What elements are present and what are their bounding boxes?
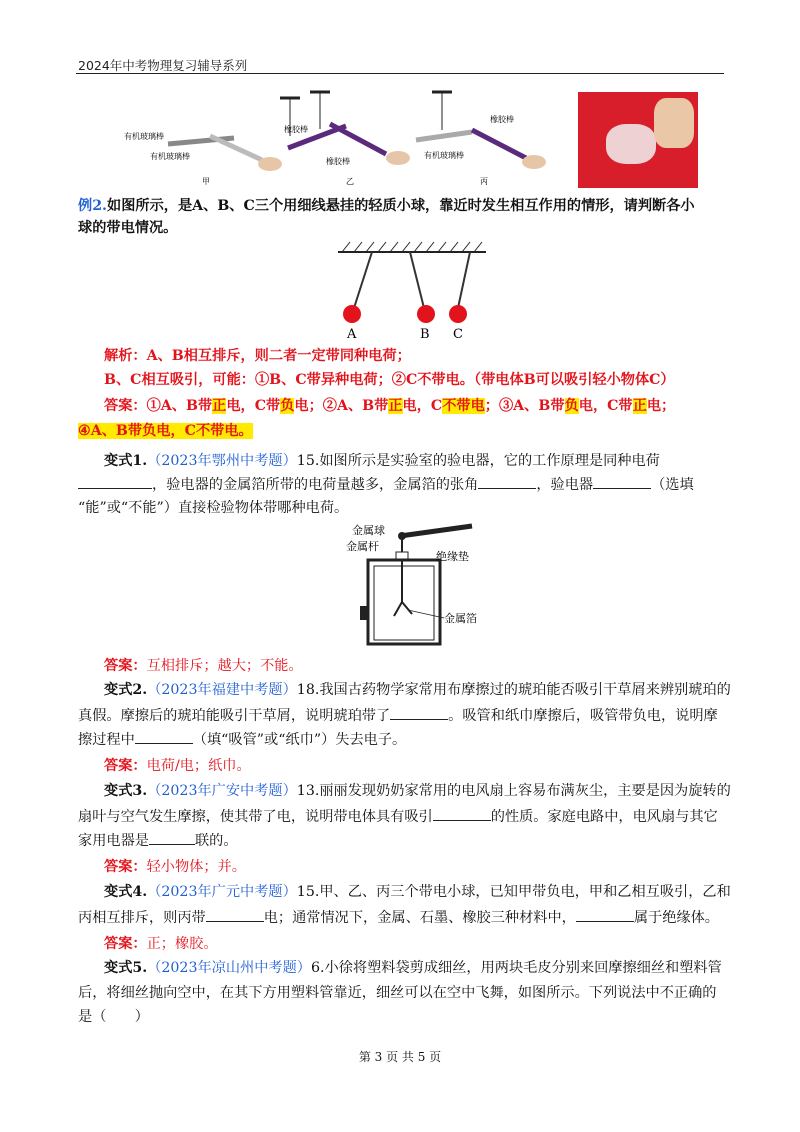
rod-label-3: 橡胶棒 xyxy=(284,125,308,134)
variant1-line2: ，验电器的金属箔所带的电荷量越多，金属箔的张角 ，验电器 （选填 xyxy=(78,474,694,495)
example-analysis-line1: 解析：A、B相互排斥，则二者一定带同种电荷； xyxy=(104,348,411,364)
example-question-line2: 球的带电情况。 xyxy=(78,220,178,236)
variant2-line2: 真假。摩擦后的琥珀能吸引干草屑，说明琥珀带了 。吸管和纸巾摩擦后，吸管带负电，说明摩 xyxy=(78,705,718,726)
variant4-line2: 丙相互排斥，则丙带 电；通常情况下，金属、石墨、橡胶三种材料中， 属于绝缘体。 xyxy=(78,907,719,928)
example-answer-line1: 答案：①A、B带正电，C带负电；②A、B带正电，C不带电；③A、B带负电，C带正电； xyxy=(104,398,676,414)
variant3-line2: 扇叶与空气发生摩擦，使其带了电，说明带电体具有吸引 的性质。家庭电路中，电风扇与其它 xyxy=(78,806,718,827)
variant2-line1: 变式2.（2023年福建中考题）18.我国古药物学家常用布摩擦过的琥珀能否吸引干草屑来辨别琥珀的 xyxy=(104,682,731,698)
rod-experiment-figure xyxy=(110,84,550,190)
variant1-line1: 变式1.（2023年鄂州中考题）15.如图所示是实验室的验电器，它的工作原理是同种电荷 xyxy=(104,453,660,469)
electroscope-figure xyxy=(344,522,494,646)
variant3-line3: 家用电器是 联的。 xyxy=(78,830,238,851)
label-insulating-pad: 绝缘垫 xyxy=(436,550,469,563)
variant1-line3: “能”或“不能”）直接检验物体带哪种电荷。 xyxy=(78,500,349,516)
header-divider xyxy=(76,73,724,74)
ball-a-label: A xyxy=(347,327,357,342)
photo-plastic-strands xyxy=(578,92,698,188)
example-question-line1: 如图所示，是A、B、C三个用细线悬挂的轻质小球，靠近时发生相互作用的情形，请判断各小 xyxy=(107,198,695,214)
variant1-answer: 答案：互相排斥；越大；不能。 xyxy=(104,658,303,674)
rod-label-6: 橡胶棒 xyxy=(490,115,514,124)
rod-label-1: 有机玻璃棒 xyxy=(124,132,164,141)
variant3-line1: 变式3.（2023年广安中考题）13.丽丽发现奶奶家常用的电风扇上容易布满灰尘，主要是因为旋转的 xyxy=(104,783,731,799)
rod-label-4: 橡胶棒 xyxy=(326,157,350,166)
variant3-answer: 答案：轻小物体；并。 xyxy=(104,859,246,875)
caption-b: 乙 xyxy=(346,177,354,186)
rod-label-2: 有机玻璃棒 xyxy=(150,152,190,161)
label-metal-ball: 金属球 xyxy=(352,524,385,537)
variant5-line2: 后，将细丝抛向空中，在其下方用塑料管靠近，细丝可以在空中飞舞，如图所示。下列说法中不正确的 xyxy=(78,985,717,1001)
example-label: 例2. xyxy=(78,198,107,214)
caption-a: 甲 xyxy=(202,177,210,186)
variant4-line1: 变式4.（2023年广元中考题）15.甲、乙、丙三个带电小球，已知甲带负电，甲和乙相互吸引，乙和 xyxy=(104,884,731,900)
ball-c-label: C xyxy=(453,327,463,342)
label-metal-rod: 金属杆 xyxy=(346,540,379,553)
rod-label-5: 有机玻璃棒 xyxy=(424,151,464,160)
variant2-answer: 答案：电荷/电；纸巾。 xyxy=(104,758,251,774)
ball-b-label: B xyxy=(420,327,430,342)
variant2-line3: 擦过程中 （填“吸管”或“纸巾”）失去电子。 xyxy=(78,729,406,750)
page-header: 2024年中考物理复习辅导系列 xyxy=(78,58,248,73)
example-analysis-line2: B、C相互吸引，可能：①B、C带异种电荷；②C不带电。（带电体B可以吸引轻小物体C） xyxy=(104,372,675,388)
page-number: 第 3 页 共 5 页 xyxy=(358,1050,442,1064)
variant5-line1: 变式5.（2023年凉山州中考题）6.小徐将塑料袋剪成细丝，用两块毛皮分别来回摩擦细丝和塑料管 xyxy=(104,960,722,976)
variant5-line3: 是（ ） xyxy=(78,1009,149,1025)
label-metal-foil: 金属箔 xyxy=(444,612,477,625)
example-answer-line2: ④A、B带负电，C不带电。 xyxy=(78,423,253,439)
suspended-balls-figure xyxy=(338,240,488,342)
caption-c: 丙 xyxy=(480,177,488,186)
variant4-answer: 答案：正；橡胶。 xyxy=(104,936,218,952)
